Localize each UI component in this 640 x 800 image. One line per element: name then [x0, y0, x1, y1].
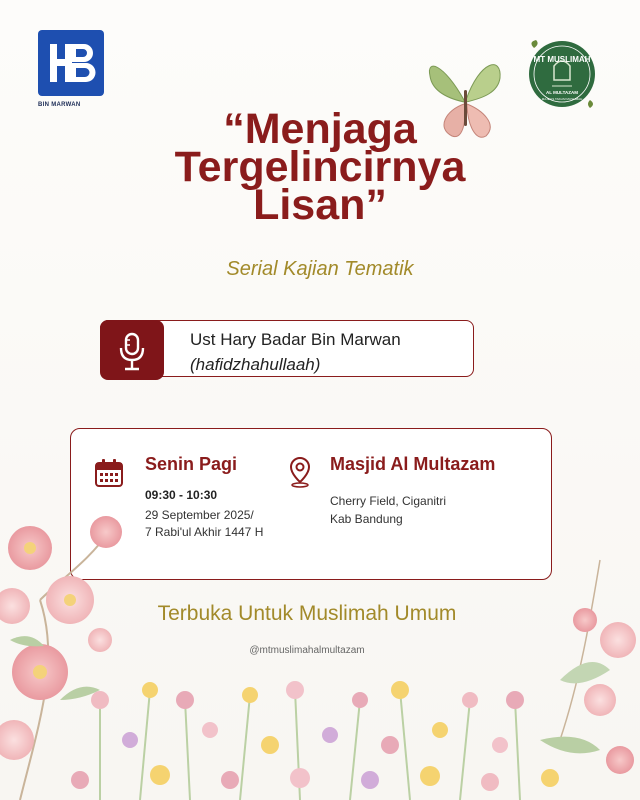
event-date-hijri: 7 Rabi'ul Akhir 1447 H — [145, 525, 264, 539]
social-handle: @mtmuslimahalmultazam — [249, 645, 365, 656]
microphone-icon — [100, 320, 164, 380]
audience-note: Terbuka Untuk Muslimah Umum — [157, 602, 457, 625]
event-details-card — [70, 428, 552, 580]
speaker-honorific: (hafidzhahullaah) — [190, 355, 321, 374]
hb-logo — [38, 30, 104, 96]
event-date-gregorian: 29 September 2025/ — [145, 508, 254, 522]
title-line-1: “Menjaga — [223, 105, 417, 153]
event-subtitle: Serial Kajian Tematik — [226, 258, 414, 280]
event-day: Senin Pagi — [145, 454, 238, 474]
speaker-badge — [100, 320, 164, 380]
title-line-3: Lisan” — [253, 181, 387, 229]
event-title — [120, 105, 520, 229]
speaker-name: Ust Hary Badar Bin Marwan — [190, 330, 401, 349]
event-venue: Masjid Al Multazam — [330, 454, 496, 474]
event-time: 09:30 - 10:30 — [145, 488, 218, 502]
mt-muslimah-logo — [524, 36, 600, 112]
mt-logo-tagline: MAJELIS TAKLIM MUSLIMAH — [541, 97, 583, 101]
event-address-line1: Cherry Field, Ciganitri — [330, 494, 447, 508]
calendar-icon — [94, 458, 124, 488]
hb-logo-caption: BIN MARWAN — [38, 102, 81, 108]
mt-logo-line1: MT MUSLIMAH — [533, 55, 591, 64]
title-line-2: Tergelincirnya — [174, 143, 466, 191]
location-pin-icon — [288, 456, 312, 488]
mt-logo-line2: AL MULTAZAM — [546, 90, 578, 95]
event-address-line2: Kab Bandung — [330, 512, 403, 526]
